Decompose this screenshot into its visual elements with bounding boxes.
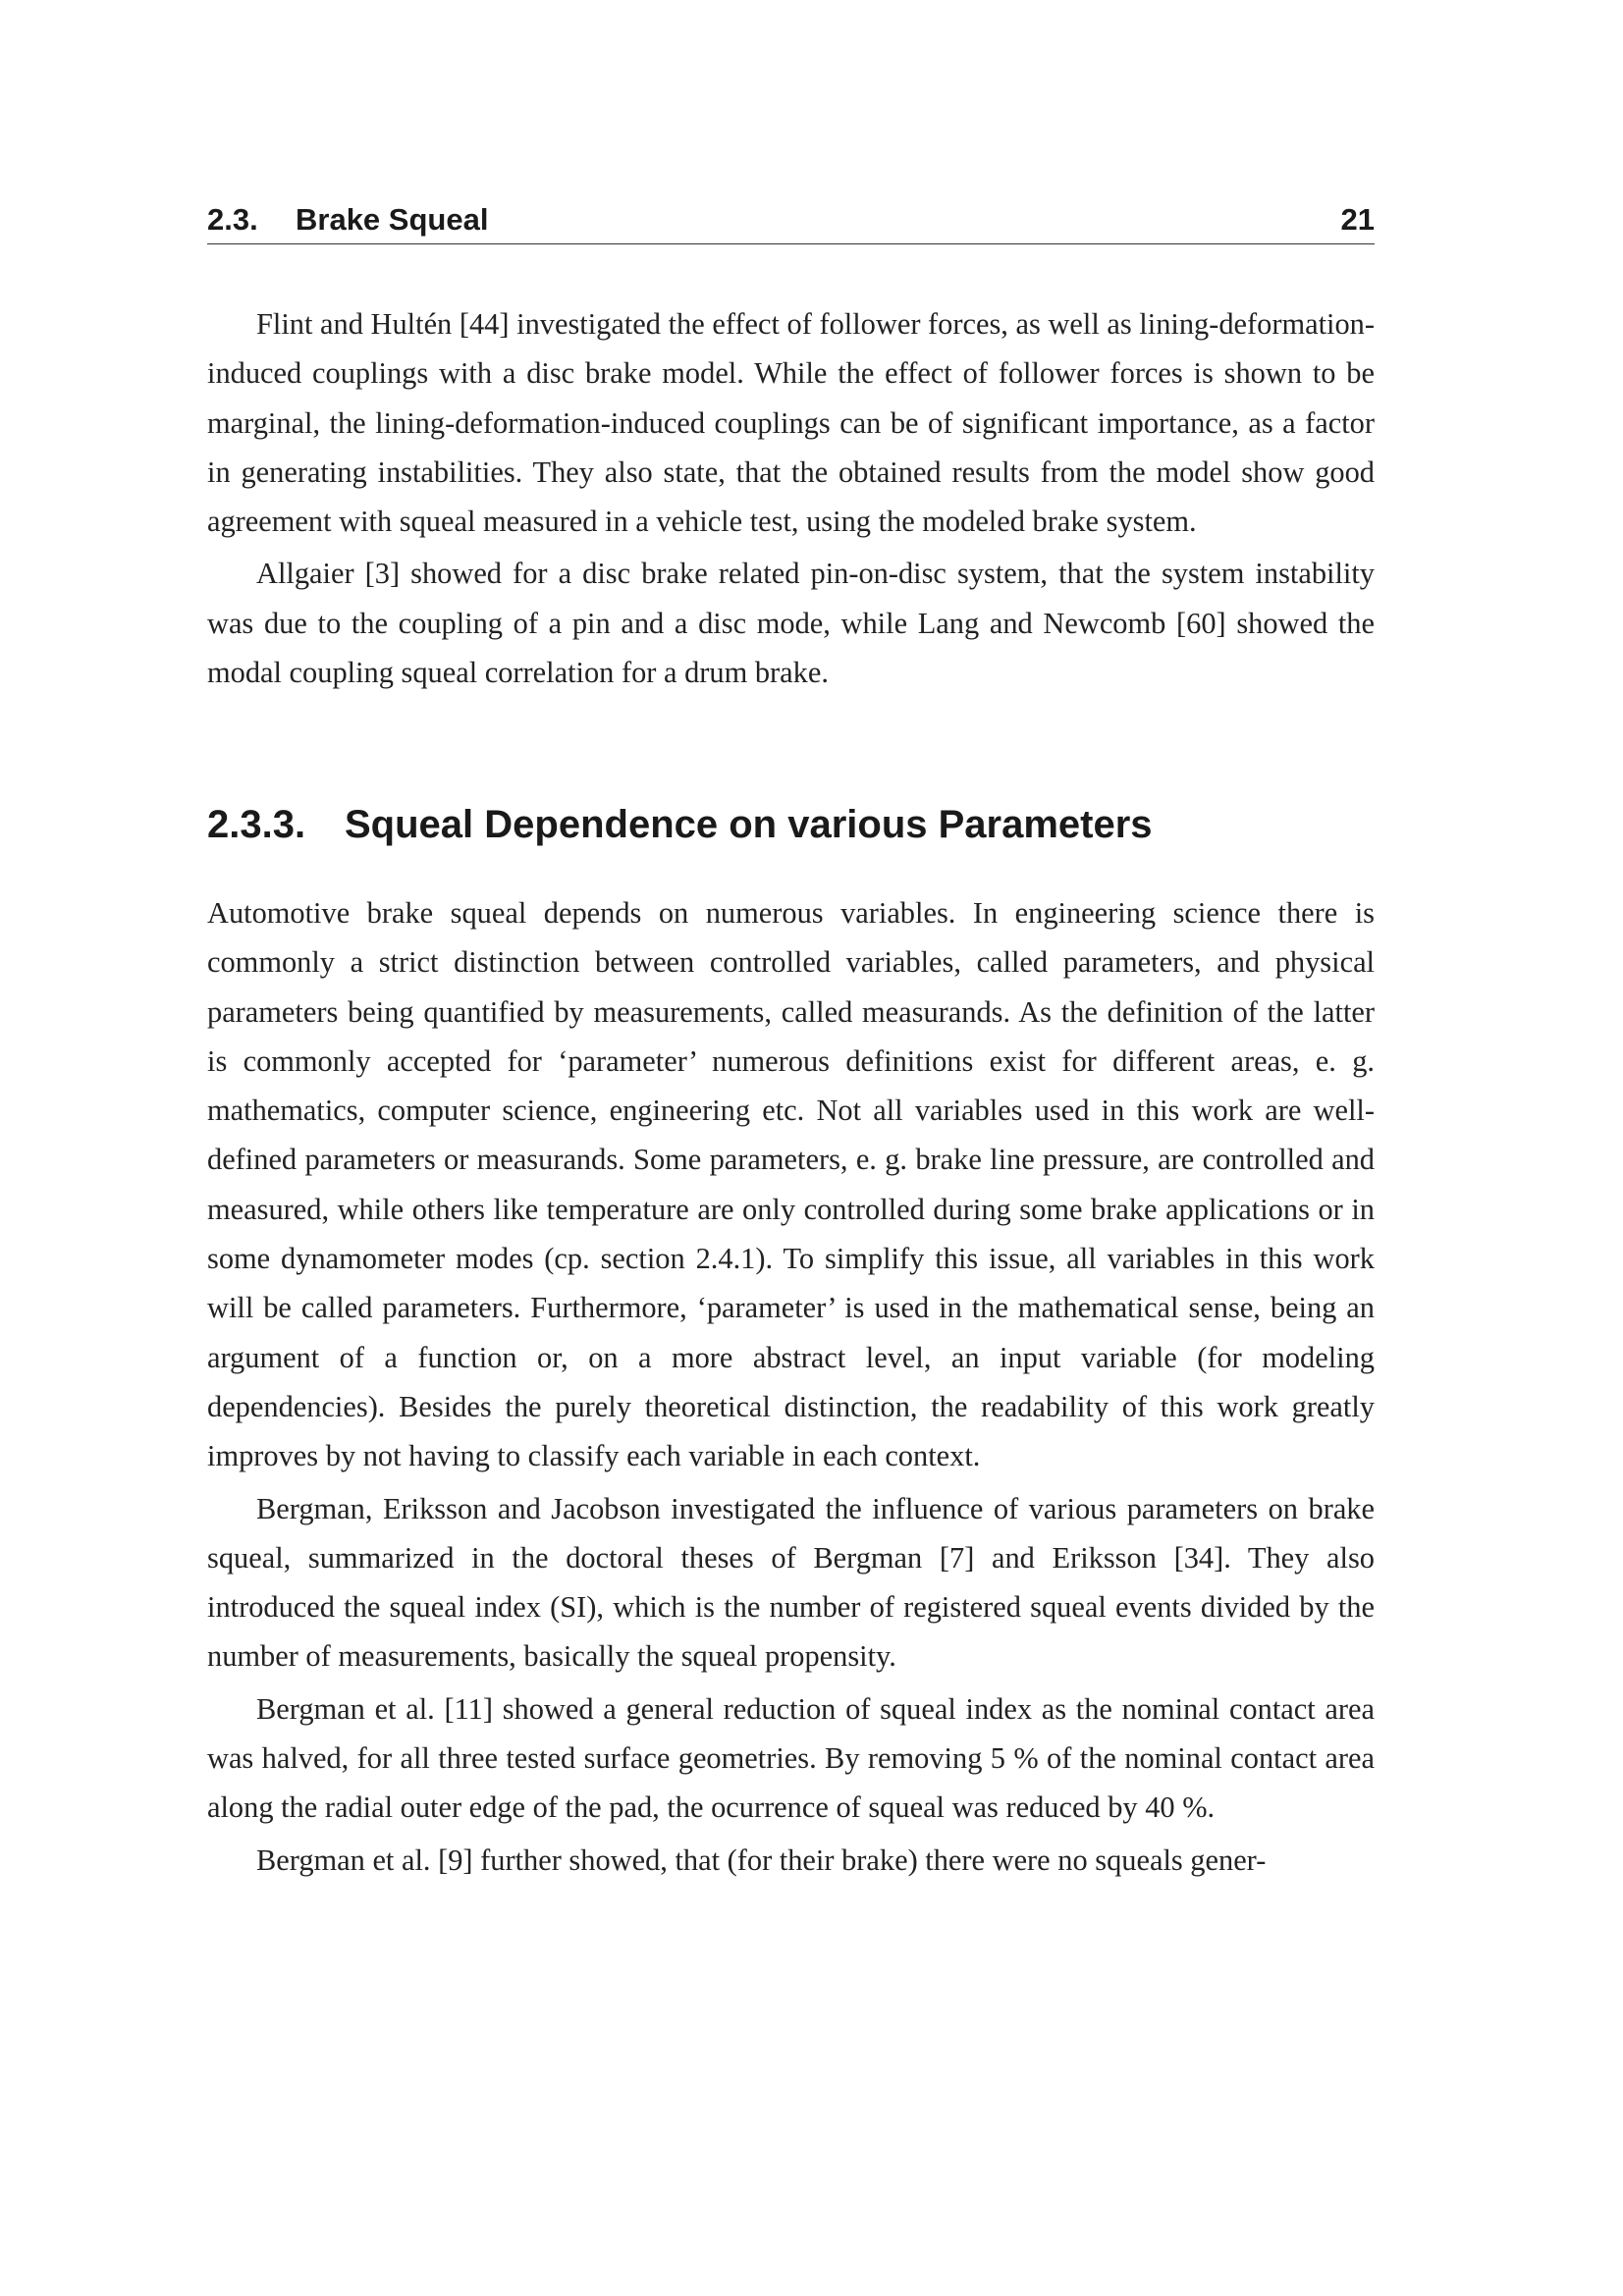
paragraph: Bergman, Eriksson and Jacobson investigated the influence of various parameters on brake squeal, summarized in the doctoral theses of Bergman [7] and Eriksson [34]. They also introduced the squeal index (SI), which is the number of registered squeal events divided by the number of measurements, basically the squeal propensity. [207,1491,1375,1674]
text-block-before-heading [207,299,1375,700]
header-section-number: 2.3. [207,202,258,237]
paragraph: Automotive brake squeal depends on numerous variables. In engineering science there is commonly a strict distinction between controlled variables, called parameters, and physical parameters being quantified by measurements, called measurands. As the definition of the latter is commonly accepted for ‘parameter’ numerous definitions exist for different areas, e. g. mathematics, computer science, engineering etc. Not all variables used in this work are well-defined parameters or measurands. Some parameters, e. g. brake line pressure, are controlled and measured, while others like temperature are only controlled during some brake applications or in some dynamometer modes (cp. section 2.4.1). To simplify this issue, all variables in this work will be called parameters. Furthermore, ‘parameter’ is used in the mathematical sense, being an argument of a function or, on a more abstract level, an input variable (for modeling dependencies). Besides the purely theoretical distinction, the readability of this work greatly improves by not having to classify each variable in each context. [207,896,1375,1473]
header-section-label [207,202,488,238]
paragraph: Bergman et al. [11] showed a general reduction of squeal index as the nominal contact area was halved, for all three tested surface geometries. By removing 5 % of the nominal contact area along the radial outer edge of the pad, the ocurrence of squeal was reduced by 40 %. [207,1691,1375,1825]
running-header [207,196,1375,244]
page-number: 21 [1340,202,1375,237]
paragraph: Flint and Hultén [44] investigated the effect of follower forces, as well as lining-deformation-induced couplings with a disc brake model. While the effect of follower forces is shown to be marginal, the lining-deformation-induced couplings can be of significant importance, as a factor in generating instabilities. They also state, that the obtained results from the model show good agreement with squeal measured in a vehicle test, using the modeled brake system. [207,307,1375,539]
header-section-title: Brake Squeal [296,202,489,237]
subsection-heading [207,803,1375,847]
paragraph: Bergman et al. [9] further showed, that (for their brake) there were no squeals gener- [256,1842,1267,1877]
subsection-title: Squeal Dependence on various Parameters [345,803,1153,846]
subsection-number: 2.3.3. [207,803,306,846]
text-block-after-heading [207,888,1375,1888]
paragraph: Allgaier [3] showed for a disc brake related pin-on-disc system, that the system instability was due to the coupling of a pin and a disc mode, while Lang and Newcomb [60] showed the modal coupling squeal correlation for a drum brake. [207,557,1375,690]
